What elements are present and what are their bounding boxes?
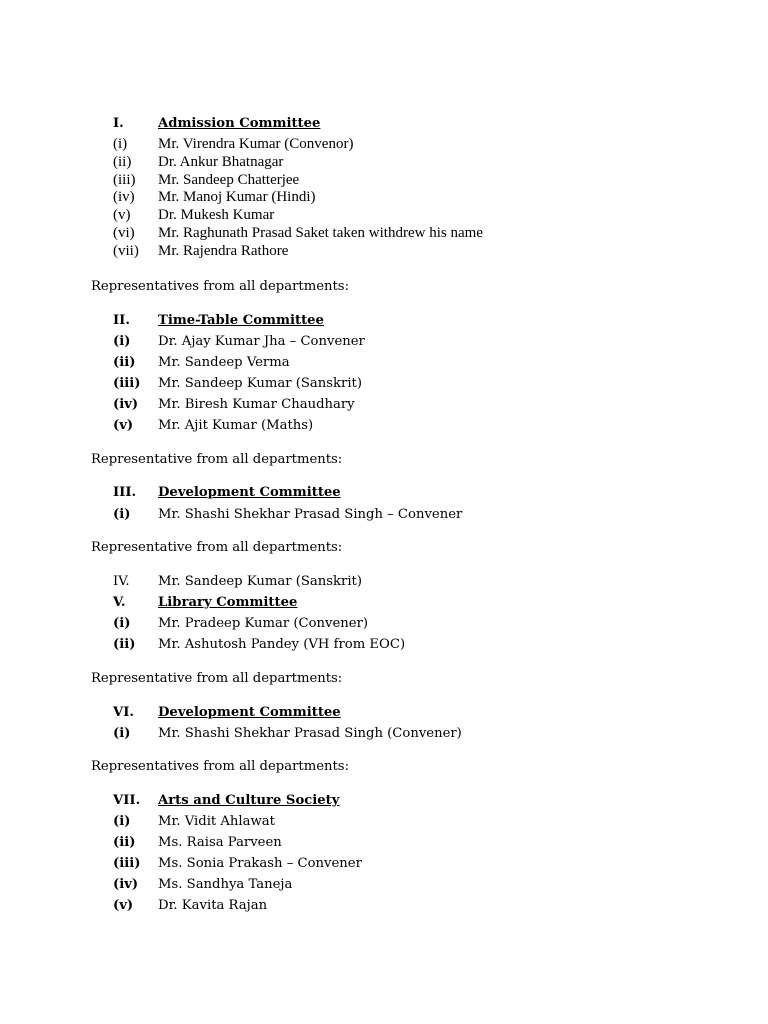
section-title: Development Committee <box>158 705 341 720</box>
representatives-note: Representatives from all departments: <box>91 759 350 774</box>
item-number: (iv) <box>113 877 139 892</box>
item-number: (iii) <box>113 856 141 871</box>
member-name: Dr. Kavita Rajan <box>158 898 268 913</box>
member-name: Mr. Sandeep Chatterjee <box>158 172 300 188</box>
member-name: Ms. Sonia Prakash – Convener <box>158 856 362 871</box>
representatives-note: Representatives from all departments: <box>91 279 350 294</box>
item-number: (iii) <box>113 376 141 391</box>
member-name: Mr. Biresh Kumar Chaudhary <box>158 397 355 412</box>
item-number: (i) <box>113 507 131 522</box>
section-numeral: VII. <box>113 793 141 808</box>
item-number: (v) <box>113 207 131 223</box>
item-number: (v) <box>113 418 134 433</box>
item-number: (i) <box>113 814 131 829</box>
section-title: Development Committee <box>158 485 341 500</box>
member-name: Mr. Manoj Kumar (Hindi) <box>158 189 316 205</box>
representatives-note: Representative from all departments: <box>91 671 343 686</box>
member-name: Mr. Rajendra Rathore <box>158 243 289 259</box>
section-numeral: II. <box>113 313 130 328</box>
member-name: Dr. Mukesh Kumar <box>158 207 275 223</box>
member-name: Mr. Sandeep Kumar (Sanskrit) <box>158 574 362 589</box>
member-name: Mr. Ajit Kumar (Maths) <box>158 418 314 433</box>
member-name: Mr. Vidit Ahlawat <box>158 814 275 829</box>
item-number: (i) <box>113 334 131 349</box>
item-number: (ii) <box>113 355 136 370</box>
item-number: (i) <box>113 616 131 631</box>
member-name: Ms. Raisa Parveen <box>158 835 282 850</box>
item-number: (i) <box>113 136 128 152</box>
item-number: (iv) <box>113 397 139 412</box>
representatives-note: Representative from all departments: <box>91 452 343 467</box>
section-numeral: VI. <box>113 705 134 720</box>
item-number: (iv) <box>113 189 135 205</box>
member-name: Dr. Ajay Kumar Jha – Convener <box>158 334 365 349</box>
section-numeral: IV. <box>113 574 130 589</box>
section-numeral: V. <box>113 595 126 610</box>
section-numeral: I. <box>113 116 124 131</box>
section-title: Arts and Culture Society <box>158 793 340 808</box>
item-number: (i) <box>113 726 131 741</box>
member-name: Mr. Ashutosh Pandey (VH from EOC) <box>158 637 406 652</box>
member-name: Ms. Sandhya Taneja <box>158 877 293 892</box>
member-name: Mr. Sandeep Kumar (Sanskrit) <box>158 376 362 391</box>
item-number: (iii) <box>113 172 136 188</box>
member-name: Mr. Pradeep Kumar (Convener) <box>158 616 369 631</box>
item-number: (ii) <box>113 637 136 652</box>
member-name: Mr. Shashi Shekhar Prasad Singh (Convener) <box>158 726 462 741</box>
section-title: Library Committee <box>158 595 298 610</box>
member-name: Mr. Shashi Shekhar Prasad Singh – Convener <box>158 507 463 522</box>
item-number: (ii) <box>113 154 132 170</box>
section-numeral: III. <box>113 485 137 500</box>
section-title: Admission Committee <box>158 116 321 131</box>
member-name: Mr. Sandeep Verma <box>158 355 290 370</box>
section-title: Time-Table Committee <box>158 313 324 328</box>
representatives-note: Representative from all departments: <box>91 540 343 555</box>
member-name: Mr. Raghunath Prasad Saket taken withdrew his name <box>158 225 483 241</box>
item-number: (vi) <box>113 225 135 241</box>
item-number: (v) <box>113 898 134 913</box>
item-number: (ii) <box>113 835 136 850</box>
member-name: Mr. Virendra Kumar (Convenor) <box>158 136 354 152</box>
member-name: Dr. Ankur Bhatnagar <box>158 154 284 170</box>
item-number: (vii) <box>113 243 139 259</box>
